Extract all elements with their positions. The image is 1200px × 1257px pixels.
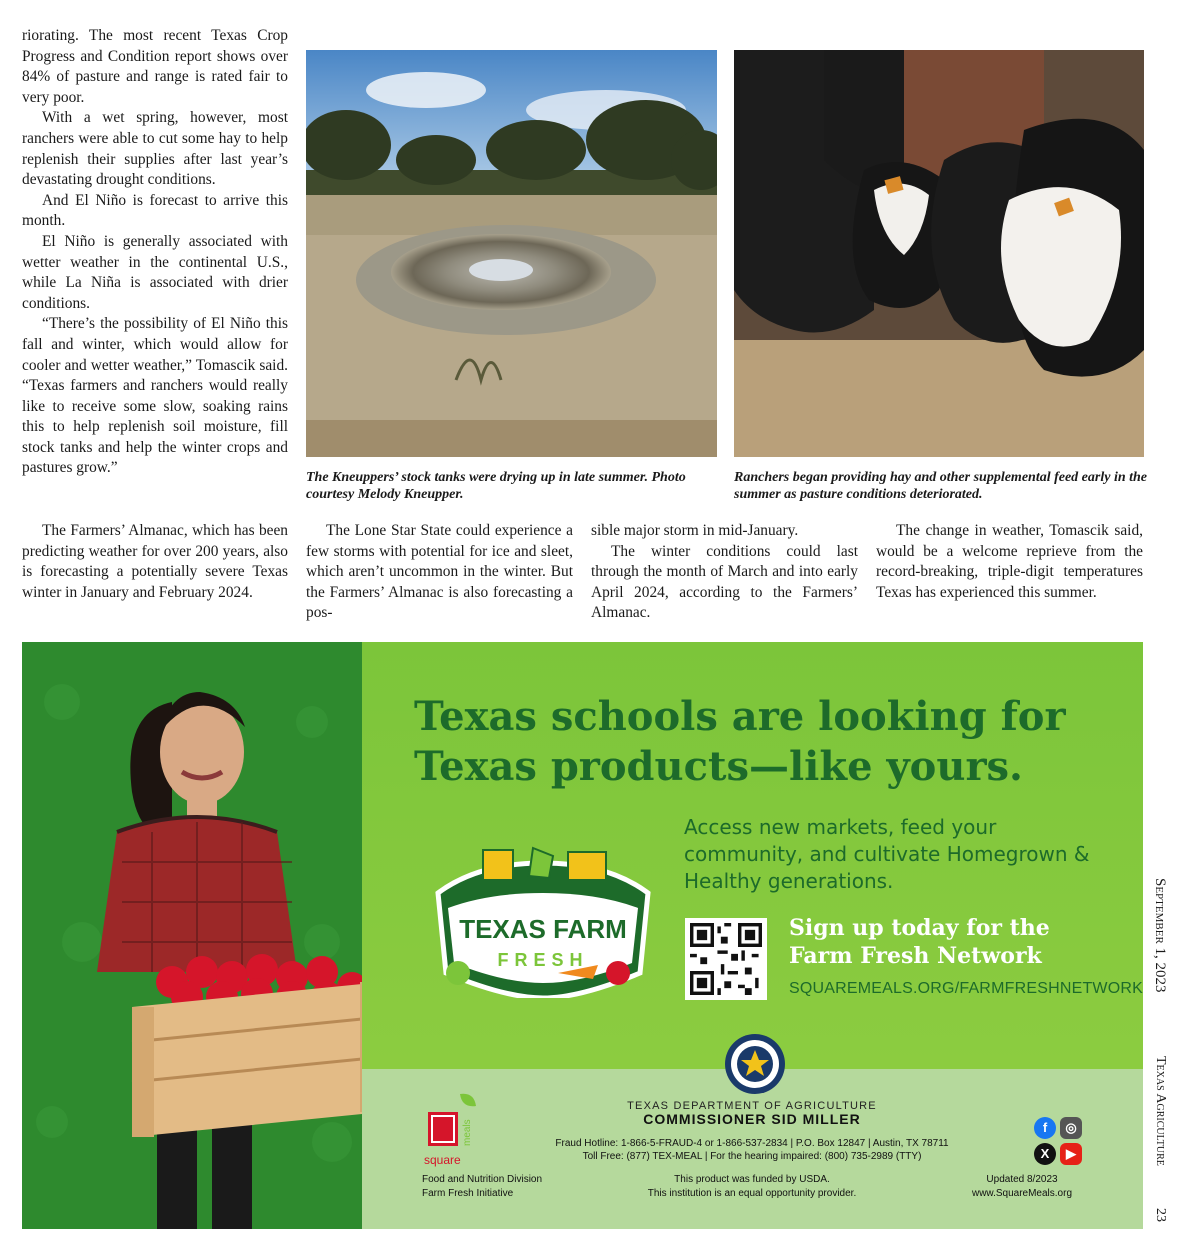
photo-caption-stock-tank: The Kneuppers’ stock tanks were drying up in late summer. Photo courtesy Melody Kneupper. [306,470,686,502]
updated-line1: Updated 8/2023 [986,1174,1058,1185]
article-column-4 [876,521,1143,603]
division-info [422,1173,542,1201]
ad-headline [414,692,1114,792]
tda-name: TEXAS DEPARTMENT OF AGRICULTURE [627,1100,877,1112]
x-icon[interactable]: X [1034,1143,1056,1165]
signup-line1: Sign up today for the [789,915,1050,941]
article-paragraph: The Lone Star State could experience a few storms with potential for ice and sleet, which aren’t uncommon in the winter. But the Farmers’ Almanac is also forecasting a pos- [306,522,573,622]
woman-with-apples-illustration [22,642,362,1229]
tda-seal-graphic [723,1032,787,1096]
article-column-1 [22,26,288,479]
ad-model-panel [22,642,362,1229]
farm-fresh-advertisement [22,642,1143,1229]
updated-line2: www.SquareMeals.org [971,1188,1073,1199]
usda-notice [582,1173,922,1201]
contact-line2: Toll Free: (877) TEX-MEAL | For the hearing impaired: (800) 735-2989 (TTY) [582,1151,922,1162]
farm-fresh-network-link[interactable]: SQUAREMEALS.ORG/FARMFRESHNETWORK [789,980,1143,997]
commissioner-name: COMMISSIONER SID MILLER [643,1111,861,1127]
photo-caption-cattle: Ranchers began providing hay and other supplemental feed early in the summer as pasture conditions deteriorated. [734,470,1148,502]
article-paragraph: riorating. The most recent Texas Crop Progress and Condition report shows over 84% of pasture and range is rated fair to very poor. [22,27,288,106]
facebook-icon[interactable]: f [1034,1117,1056,1139]
article-paragraph: With a wet spring, however, most ranchers were able to cut some hay to help replenish their supplies after last year’s devastating drought conditions. [22,109,288,189]
cattle-photo [734,50,1144,457]
contact-line1: Fraud Hotline: 1-866-5-FRAUD-4 or 1-866-537-2834 | P.O. Box 12847 | Austin, TX 78711 [555,1138,949,1149]
tda-contact-info [442,1137,1062,1163]
youtube-icon[interactable]: ▶ [1060,1143,1082,1165]
ad-subtext: Access new markets, feed your community, and cultivate Homegrown & Healthy generations. [684,815,1090,893]
logo-text-square: square [424,1153,461,1167]
publication-name: Texas Agriculture [1153,1056,1168,1166]
stock-tank-photo-illustration [306,50,717,457]
instagram-icon[interactable]: ◎ [1060,1117,1082,1139]
article-paragraph: The change in weather, Tomascik said, would be a welcome reprieve from the record-breaking, triple-digit temperatures Texas has experienced this summer. [876,522,1143,601]
article-paragraph: El Niño is generally associated with wetter weather in the continental U.S., while La Niña is associated with drier conditions. [22,232,288,312]
ad-headline-line2: Texas products—like yours. [414,743,1023,790]
article-paragraph: The winter conditions could last through the month of March and into early April 2024, according to the Farmers’ Almanac. [591,542,858,622]
article-paragraph: And El Niño is forecast to arrive this month. [22,191,288,230]
logo-text-meals: meals [462,1119,473,1146]
qr-code-graphic [690,923,762,995]
tda-seal-icon [723,1032,787,1096]
division-line2: Farm Fresh Initiative [422,1188,514,1199]
usda-line2: This institution is an equal opportunity provider. [647,1188,857,1199]
division-line1: Food and Nutrition Division [422,1174,543,1185]
logo-text-texas-farm: TEXAS FARM [459,914,627,944]
logo-text-fresh: FRESH [497,950,589,970]
ad-signup-callout [789,914,1109,970]
article-column-3 [591,521,858,624]
article-column-2 [306,521,573,624]
texas-farm-fresh-logo-graphic [418,838,668,998]
usda-line1: This product was funded by USDA. [674,1174,830,1185]
texas-farm-fresh-logo [418,838,668,998]
signup-line2: Farm Fresh Network [789,943,1042,969]
article-column-1-bottom [22,521,288,603]
qr-code[interactable] [685,918,767,1000]
square-meals-logo-graphic [422,1092,482,1170]
ad-headline-line1: Texas schools are looking for [414,693,1066,740]
article-paragraph: The Farmers’ Almanac, which has been predicting weather for over 200 years, also is forecasting a potentially severe Texas winter in January and February 2024. [22,522,288,601]
issue-date: September 1, 2023 [1152,878,1168,993]
article-paragraph: “There’s the possibility of El Niño this fall and winter, which would allow for cooler and wetter weather,” Tomascik said. “Texas farmers and ranchers would really like to receive some slow, soaking rains this to help replenish soil moisture, fill stock tanks and help the winter crops and pastures grow.” [22,315,288,477]
stock-tank-photo [306,50,717,457]
article-paragraph: sible major storm in mid-January. [591,522,799,539]
page-number: 23 [1153,1208,1168,1222]
square-meals-logo [422,1092,482,1170]
cattle-photo-illustration [734,50,1144,457]
updated-info [962,1173,1082,1201]
